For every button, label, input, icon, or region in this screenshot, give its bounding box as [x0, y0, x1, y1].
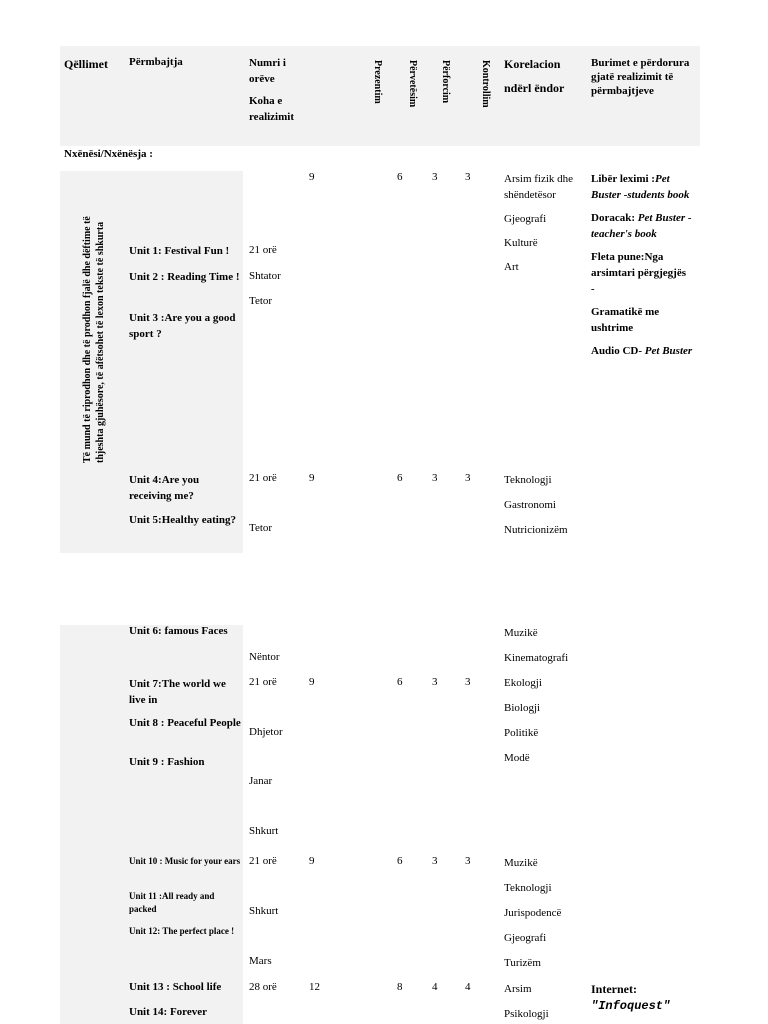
header-goals: Qëllimet: [64, 57, 108, 71]
perv-3: 6: [397, 676, 403, 688]
corr-5: Arsim Psikologji: [504, 983, 549, 1020]
unit-2: Unit 2 : Reading Time !: [129, 271, 240, 283]
month-2a: Tetor: [249, 522, 273, 534]
kontr-1: 3: [465, 171, 471, 183]
month-1b: Tetor: [249, 295, 273, 307]
header-hours: Numri i orëve Koha e realizimit: [249, 57, 294, 123]
header-resources: Burimet e përdorura gjatë realizimit të përmbajtjeve: [591, 57, 690, 97]
resources-5-italic: "Infoquest": [591, 999, 671, 1013]
prez-5: 12: [309, 981, 320, 993]
corr-4: Muzikë Teknologji Jurispodencë Gjeografi Turizëm: [504, 857, 562, 969]
hours-3: 21 orë: [249, 676, 277, 688]
month-3d: Shkurt: [249, 825, 279, 837]
perv-4: 6: [397, 855, 403, 867]
corr-1: Arsim fizik dhe shëndetësor Gjeografi Kulturë Art: [504, 173, 574, 273]
goal-text: Të mund të riprodhon dhe të prodhon fjalë dhe dëftime të thjeshta gjuhësore, të afëtsohet të lexon tekste të shkurta: [82, 216, 106, 463]
unit-9: Unit 9 : Fashion: [129, 756, 205, 768]
unit-11: Unit 11 :All ready and packed: [129, 891, 215, 914]
unit-8: Unit 8 : Peaceful People: [129, 717, 241, 729]
resources-5-label: Internet:: [591, 982, 637, 996]
perv-2: 6: [397, 472, 403, 484]
prez-2: 9: [309, 472, 315, 484]
unit-14: Unit 14: Forever: [129, 1006, 207, 1018]
subheading: Nxënësi/Nxënësja :: [64, 148, 153, 160]
kontr-2: 3: [465, 472, 471, 484]
header-prezentim: Prezentim: [372, 60, 383, 104]
header-kontrollim: Kontrollim: [480, 60, 491, 108]
resources-1: Libër leximi :Pet Buster -students book Doracak: Pet Buster -teacher's book Fleta pune:Nga arsimtari përgjegjës - Gramatikë me ushtrime Audio CD- Pet Buster: [591, 173, 693, 357]
perv-5: 8: [397, 981, 403, 993]
month-3c: Janar: [249, 775, 273, 787]
unit-1: Unit 1: Festival Fun !: [129, 245, 230, 257]
unit-6: Unit 6: famous Faces: [129, 625, 228, 637]
corr-3: Muzikë Kinematografi Ekologji Biologji Politikë Modë: [504, 627, 569, 764]
unit-12: Unit 12: The perfect place !: [129, 926, 235, 936]
perv-1: 6: [397, 171, 403, 183]
unit-13: Unit 13 : School life: [129, 981, 222, 993]
hours-1: 21 orë: [249, 244, 277, 256]
kontr-5: 4: [465, 981, 471, 993]
month-1a: Shtator: [249, 270, 281, 282]
unit-7: Unit 7:The world we live in: [129, 678, 226, 706]
perf-1: 3: [432, 171, 438, 183]
perf-2: 3: [432, 472, 438, 484]
perf-3: 3: [432, 676, 438, 688]
unit-5: Unit 5:Healthy eating?: [129, 514, 236, 526]
month-4a: Shkurt: [249, 905, 279, 917]
perf-5: 4: [432, 981, 438, 993]
month-4b: Mars: [249, 955, 272, 967]
unit-10: Unit 10 : Music for your ears: [129, 856, 241, 866]
header-pervetesim: Përvetësim: [407, 60, 418, 108]
hours-5: 28 orë: [249, 981, 277, 993]
header-content: Përmbajtja: [129, 56, 183, 68]
unit-4: Unit 4:Are you receiving me?: [129, 474, 200, 502]
prez-1: 9: [309, 171, 315, 183]
perf-4: 3: [432, 855, 438, 867]
corr-2: Teknologji Gastronomi Nutricionizëm: [504, 474, 568, 536]
month-3b: Dhjetor: [249, 726, 283, 738]
header-correlation: Korelacion ndërl ëndor: [504, 57, 565, 95]
prez-3: 9: [309, 676, 315, 688]
hours-2: 21 orë: [249, 472, 277, 484]
header-perforcim: Përforcim: [440, 60, 451, 104]
month-3a: Nëntor: [249, 651, 280, 663]
hours-4: 21 orë: [249, 855, 277, 867]
unit-3: Unit 3 :Are you a good sport ?: [129, 312, 236, 340]
kontr-4: 3: [465, 855, 471, 867]
kontr-3: 3: [465, 676, 471, 688]
prez-4: 9: [309, 855, 315, 867]
